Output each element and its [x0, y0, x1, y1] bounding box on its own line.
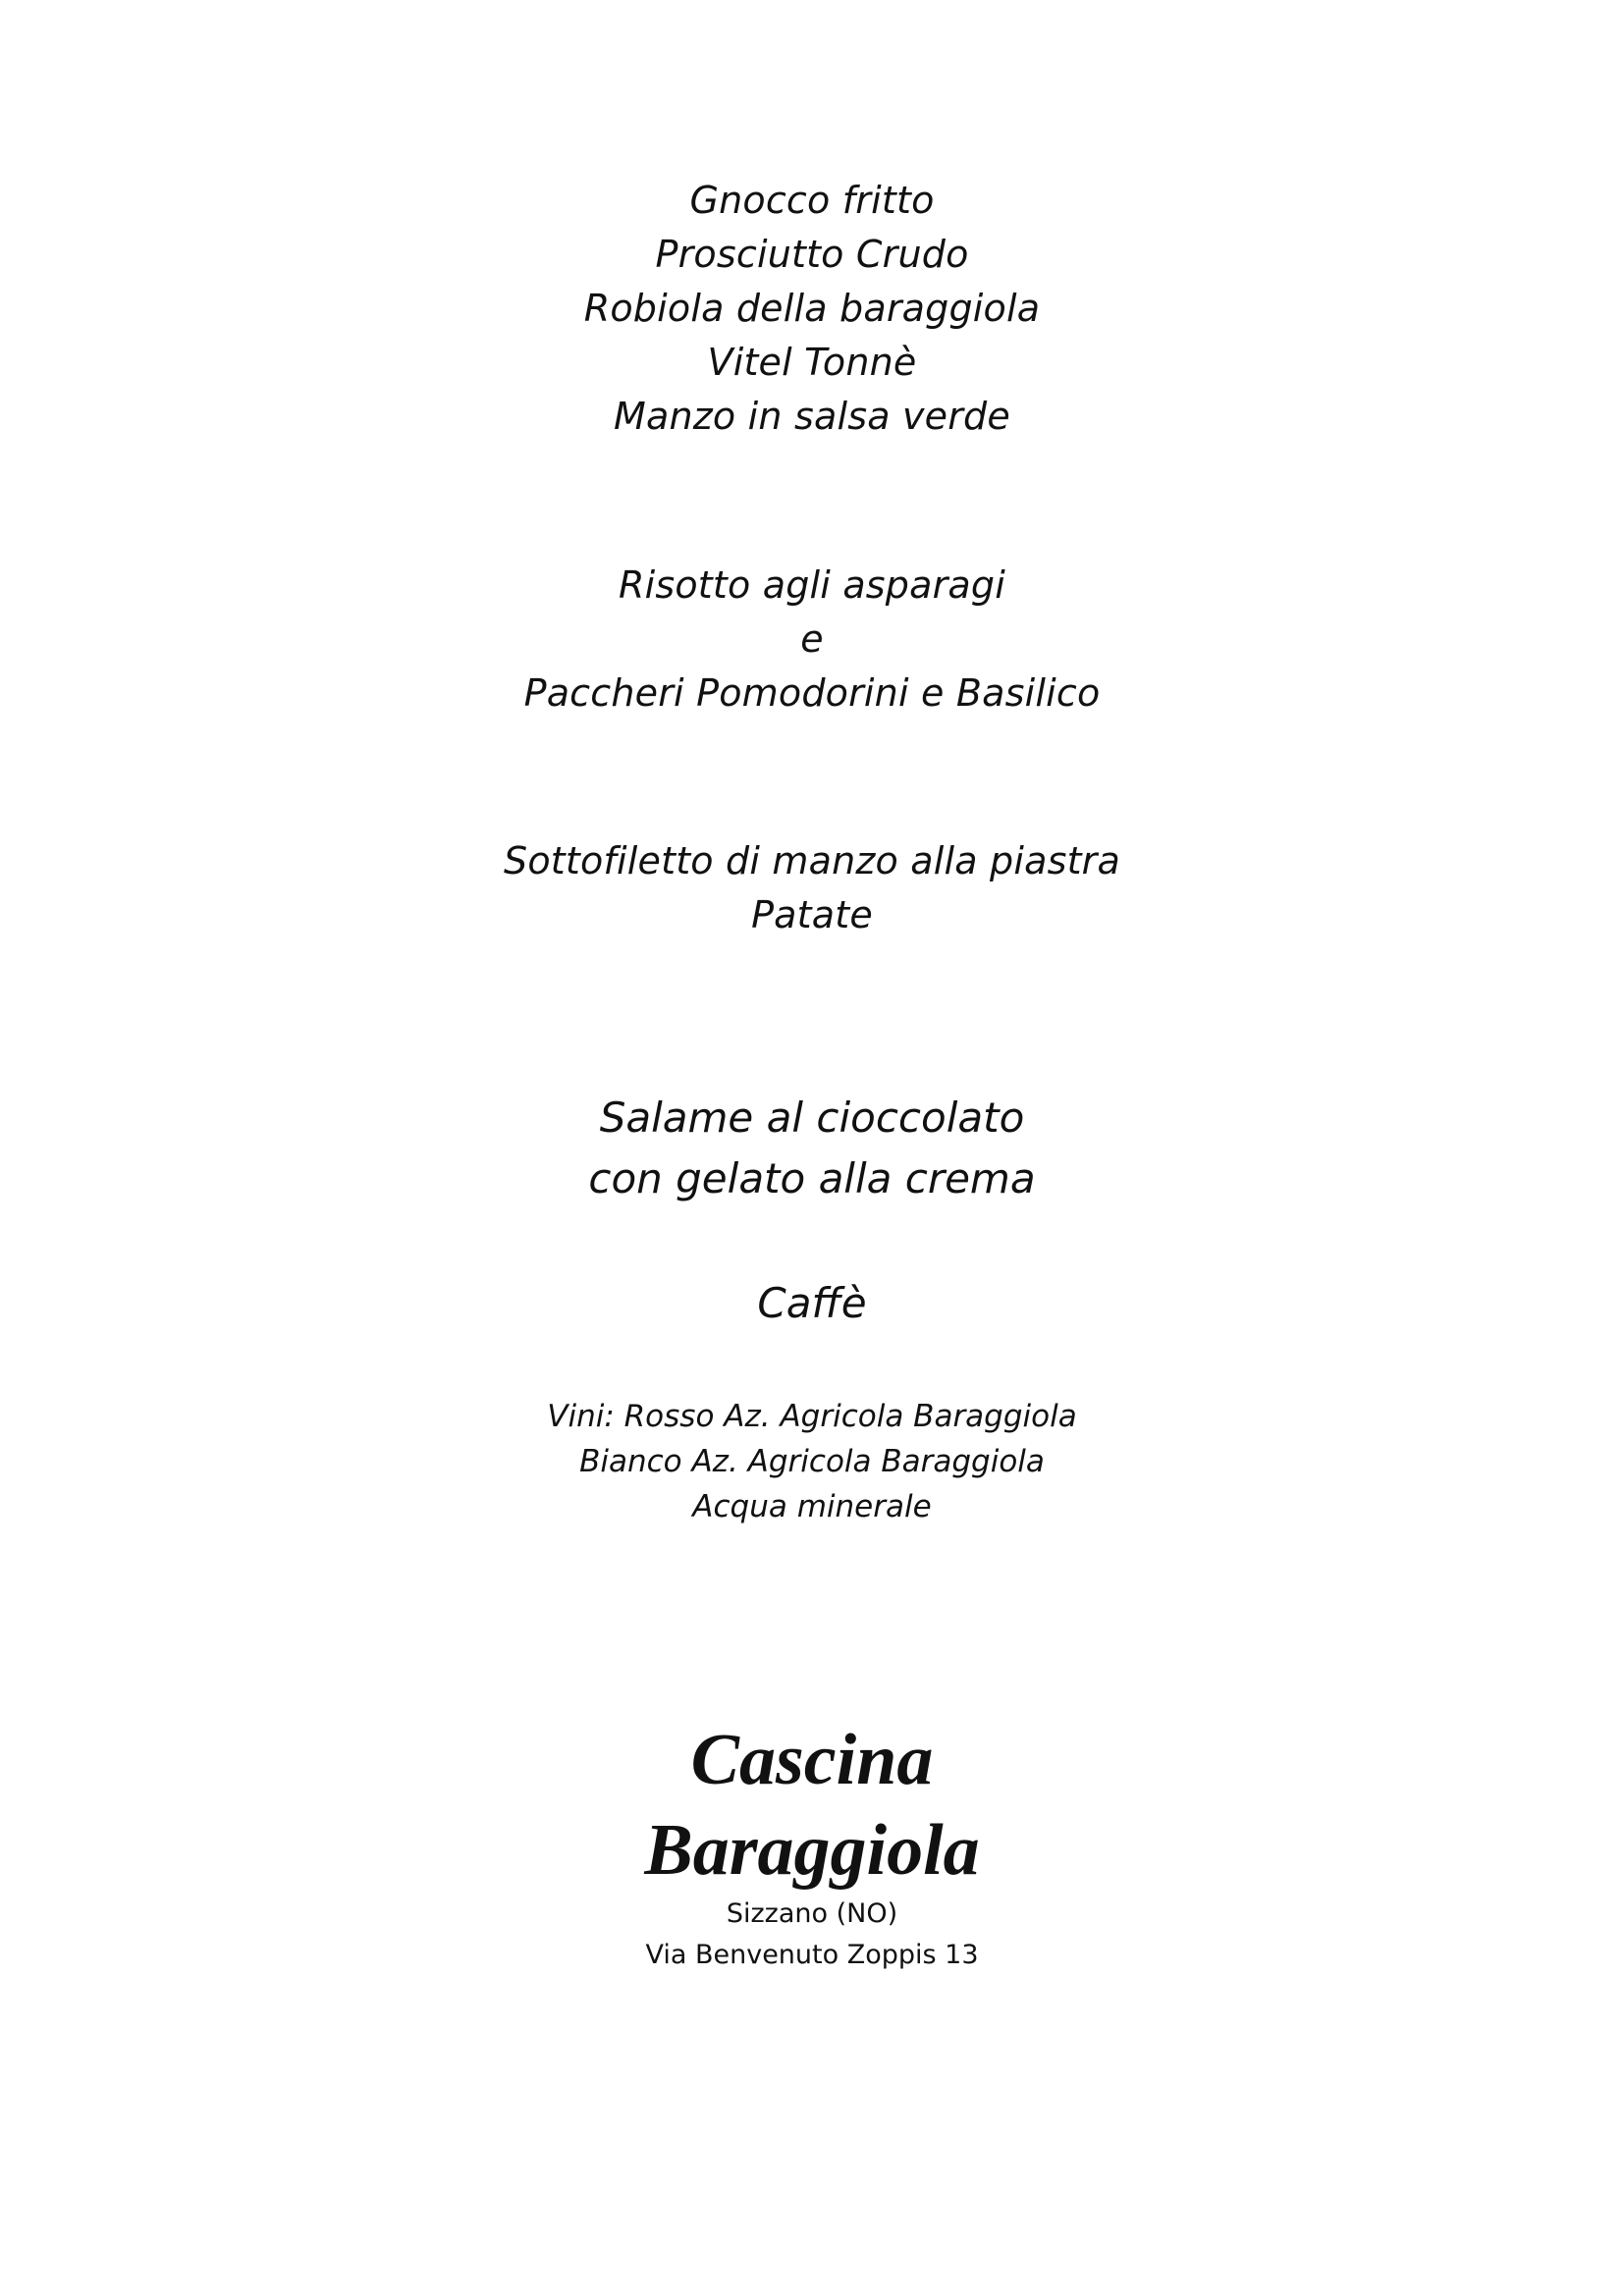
wine-item: Vini: Rosso Az. Agricola Baraggiola [547, 1399, 1077, 1434]
antipasto-item: Prosciutto Crudo [655, 233, 969, 276]
coffee-line [0, 1273, 1624, 1334]
dessert-item: con gelato alla crema [588, 1154, 1036, 1202]
brand-name [0, 1715, 1624, 1896]
dessert-list [0, 1088, 1624, 1209]
contorno-item: Patate [751, 893, 873, 936]
primo-item: Paccheri Pomodorini e Basilico [523, 671, 1101, 715]
dessert-item: Salame al cioccolato [599, 1094, 1025, 1142]
brand-name-line2: Baraggiola [644, 1810, 980, 1891]
brand-town: Sizzano (NO) [726, 1898, 898, 1929]
coffee-text: Caffè [757, 1279, 867, 1327]
wine-item: Bianco Az. Agricola Baraggiola [579, 1444, 1045, 1479]
brand-street: Via Benvenuto Zoppis 13 [645, 1940, 979, 1970]
primo-conjunction: e [800, 617, 824, 661]
secondo-list [0, 834, 1624, 942]
antipasti-list [0, 174, 1624, 444]
antipasto-item: Gnocco fritto [689, 179, 935, 222]
brand-address [0, 1894, 1624, 1976]
antipasto-item: Robiola della baraggiola [583, 287, 1041, 330]
primo-item: Risotto agli asparagi [618, 563, 1005, 607]
brand-name-line1: Cascina [690, 1720, 934, 1800]
secondo-item: Sottofiletto di manzo alla piastra [504, 839, 1120, 882]
antipasto-item: Vitel Tonnè [707, 341, 917, 384]
wines-list [0, 1394, 1624, 1529]
primi-list [0, 559, 1624, 721]
antipasto-item: Manzo in salsa verde [614, 395, 1010, 438]
water-item: Acqua minerale [692, 1489, 932, 1524]
